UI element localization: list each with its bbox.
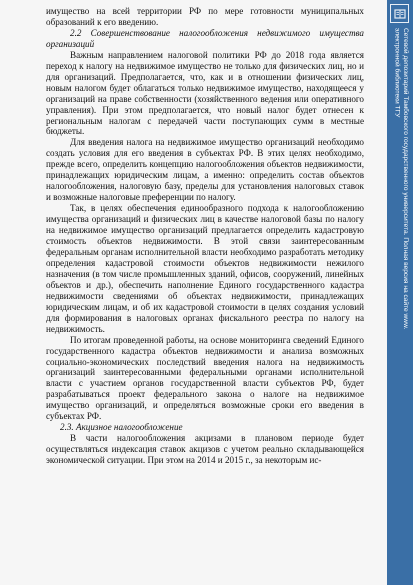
document-body [46, 6, 364, 466]
paragraph: Так, в целях обеспечения единообразного подхода к налогообложению имущества организаций и физических лиц в качестве налоговой базы по налогу на недвижимое имущество организаций предлагается определить кадастровую стоимость объектов недвижимости. В этой связи заинтересованным федеральным органам исполнительной власти необходимо разработать методику определения кадастровой стоимости объектов недвижимости нежилого назначения (в том числе промышленных зданий, офисов, сооружений, линейных объектов и др.), обеспечить наполнение Единого государственного кадастра недвижимости сведениями об объектах недвижимости, принадлежащих юридическим лицам, и об их кадастровой стоимости в целях создания условий для формирования в налоговых органах фискального реестра по налогу на недвижимость. [46, 203, 364, 334]
sidebar-text-line-2: электронной библиотеки ТГУ [393, 28, 401, 118]
section-heading-2-3: 2.3. Акцизное налогообложение [60, 422, 183, 433]
sidebar-text-line-1: Сетевой депозитарий Тамбовского государственного университета. Полная версия на сайте www. [402, 28, 409, 330]
paragraph: По итогам проведенной работы, на основе мониторинга сведений Единого государственного кадастра объектов недвижимости и анализа возможных социально-экономических последствий введения налога на недвижимость организаций заинтересованными федеральными органами исполнительной власти с участием органов государственной власти субъектов РФ, будет разрабатываться проект федерального закона о налоге на недвижимое имущество организаций, и определяться возможные сроки его введения в субъектах РФ. [46, 334, 364, 422]
paragraph: Важным направлением налоговой политики РФ до 2018 года является переход к налогу на недвижимое имущество не только для физических лиц, но и для организаций. Предполагается, что, как и в отношении физических лиц, новым налогом будет облагаться только недвижимое имущество, находящееся у организаций на праве собственности (хозяйственного ведения или оперативного управления). При этом предполагается, что новый налог будет отнесен к региональным налогам с передачей части поступающих сумм в местные бюджеты. [46, 49, 364, 137]
section-heading-2-2: 2.2 Совершенствование налогообложения недвижимого имущества организаций [46, 27, 364, 49]
paragraph: В части налогообложения акцизами в плановом периоде будет осуществляться индексация ставок акцизов с учетом реально складывающейся экономической ситуации. При этом на 2014 и 2015 г., за некоторым ис- [46, 433, 364, 466]
library-emblem-icon [390, 4, 409, 23]
paragraph-continuation: имущество на всей территории РФ по мере готовности муниципальных образований к его введению. [46, 6, 364, 27]
paragraph: Для введения налога на недвижимое имущество организаций необходимо создать условия для его введения в субъектах РФ. В этих целях необходимо, прежде всего, определить концепцию налогообложения объектов недвижимости, принадлежащих юридическим лицам, а именно: определить состав объектов налогообложения, налоговую базу, пределы для установления налоговых ставок и возможные налоговые преференции по налогу. [46, 137, 364, 203]
repository-sidebar-text [391, 28, 409, 573]
